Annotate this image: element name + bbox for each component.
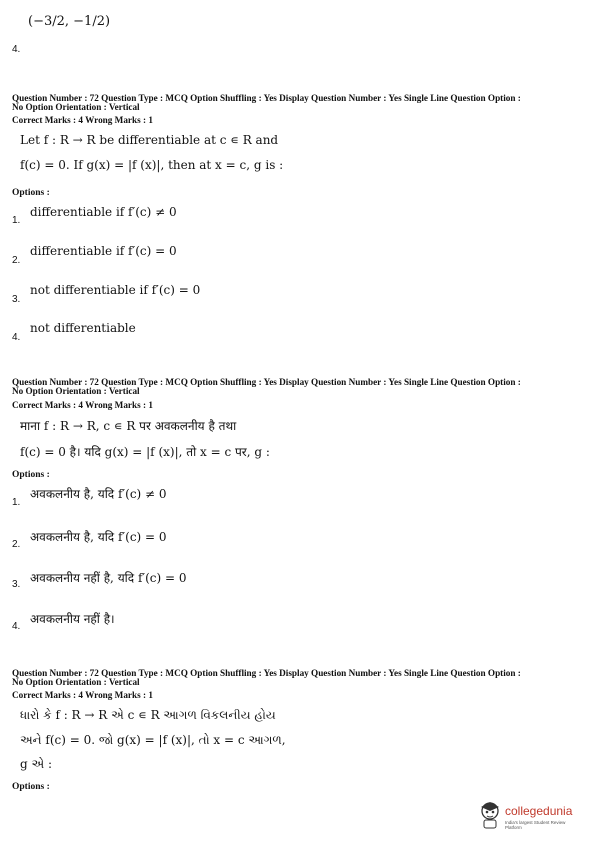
option-text: अवकलनीय नहीं है, यदि f′(c) = 0 [30, 571, 187, 585]
question-header-line1: Question Number : 72 Question Type : MCQ Option Shuffling : Yes Display Question Number : Yes Single Line Question Option : [12, 93, 521, 103]
question-header-line2: No Option Orientation : Vertical [12, 677, 140, 687]
option-number: 1. [12, 497, 21, 508]
question-header-line2: No Option Orientation : Vertical [12, 386, 140, 396]
option-text: अवकलनीय है, यदि f′(c) = 0 [30, 530, 167, 544]
collegedunia-logo [477, 798, 577, 832]
previous-option-math: (−3/2, −1/2) [28, 14, 111, 29]
marks-line: Correct Marks : 4 Wrong Marks : 1 [12, 115, 153, 125]
question-text-line1: माना f : R → R, c ∊ R पर अवकलनीय है तथा [20, 419, 237, 433]
option-text: differentiable if f′(c) = 0 [30, 244, 177, 258]
question-text-line3: g એ : [20, 757, 53, 771]
option-number: 3. [12, 579, 21, 590]
question-text-line2: f(c) = 0. If g(x) = |f (x)|, then at x = c, g is : [20, 158, 284, 172]
question-header-line1: Question Number : 72 Question Type : MCQ Option Shuffling : Yes Display Question Number : Yes Single Line Question Option : [12, 377, 521, 387]
option-number: 1. [12, 215, 21, 226]
option-number: 3. [12, 294, 21, 305]
question-text-line2: અને f(c) = 0. જો g(x) = |f (x)|, તો x = c આગળ, [20, 733, 286, 747]
logo-tagline: India's largest Student Review Platform [505, 820, 566, 830]
options-label: Options : [12, 470, 50, 480]
question-text-line1: ધારો કે f : R → R એ c ∊ R આગળ વિકલનીય હોય [20, 708, 276, 722]
option-text: not differentiable [30, 321, 136, 335]
options-label: Options : [12, 782, 50, 792]
question-header-line1: Question Number : 72 Question Type : MCQ Option Shuffling : Yes Display Question Number : Yes Single Line Question Option : [12, 668, 521, 678]
option-number: 2. [12, 255, 21, 266]
option-text: differentiable if f′(c) ≠ 0 [30, 205, 177, 219]
question-text-line1: Let f : R → R be differentiable at c ∊ R and [20, 133, 279, 147]
logo-wordmark: collegedunia [505, 804, 573, 818]
marks-line: Correct Marks : 4 Wrong Marks : 1 [12, 690, 153, 700]
option-text: अवकलनीय है, यदि f′(c) ≠ 0 [30, 487, 167, 501]
options-label: Options : [12, 188, 50, 198]
mascot-icon [477, 800, 503, 830]
option-number: 4. [12, 332, 21, 343]
option-text: अवकलनीय नहीं है। [30, 612, 115, 626]
previous-option-number: 4. [12, 44, 21, 55]
option-number: 4. [12, 621, 21, 632]
question-text-line2: f(c) = 0 है। यदि g(x) = |f (x)|, तो x = c पर, g : [20, 445, 270, 459]
marks-line: Correct Marks : 4 Wrong Marks : 1 [12, 400, 153, 410]
option-number: 2. [12, 539, 21, 550]
question-header-line2: No Option Orientation : Vertical [12, 102, 140, 112]
option-text: not differentiable if f′(c) = 0 [30, 283, 201, 297]
